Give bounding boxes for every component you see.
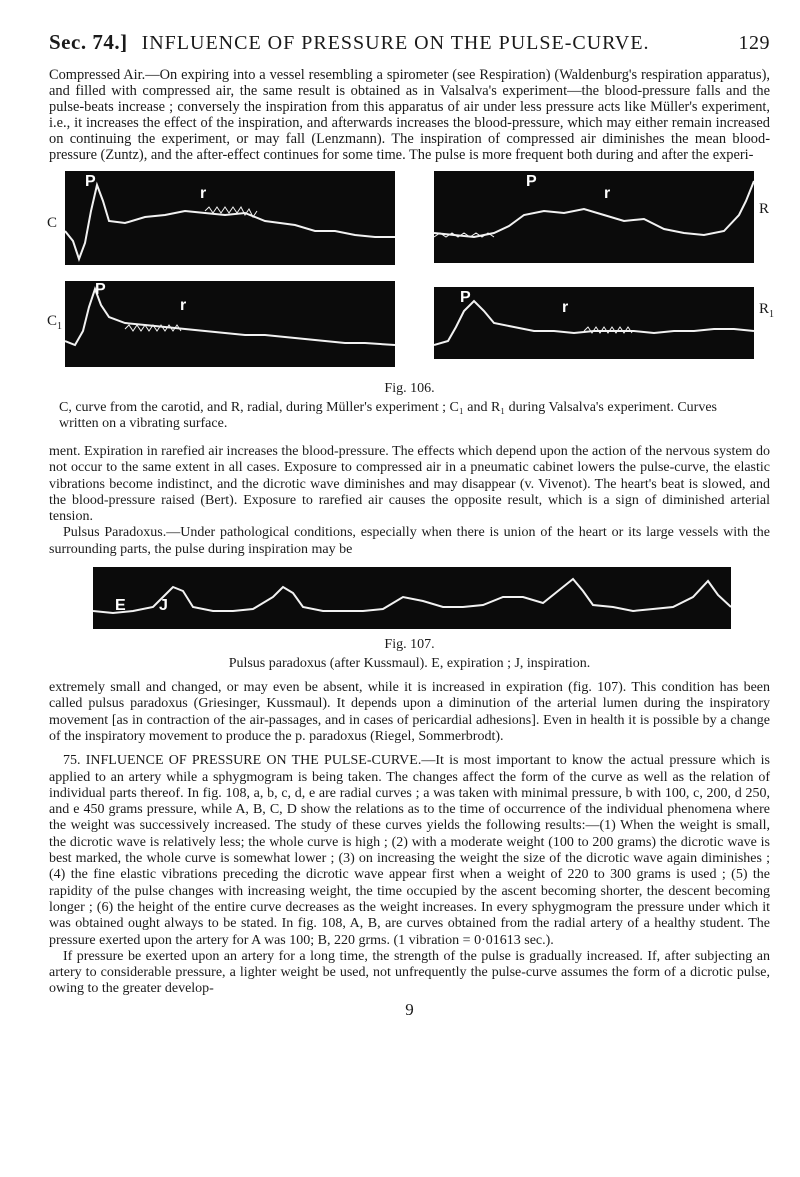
figure-106 <box>47 171 775 377</box>
figure-107 <box>49 567 770 633</box>
printer-signature: 9 <box>405 999 414 1019</box>
paragraph-compressed-air: Compressed Air.—On expiring into a vessel resembling a spirometer (see Respiration) (Waldenburg's respiration apparatus), and filled with compressed air, the same result is obtained as in Valsalva's experiment—the blood-pressure falls and the pulse-beats increase ; conversely the inspiration from this apparatus of air under less pressure acts like Müller's experiment, i.e., it increases the effect of the inspiration, and afterwards increases the blood-pressure, which may either remain increased on continuing the experiment, or may fall (Lenzmann). The inspiration of compressed air diminishes the mean blood-pressure (Zuntz), and the after-effect continues for some time. The pulse is more frequent both during and after the experi- <box>49 67 770 163</box>
paragraph-section-75: 75. INFLUENCE OF PRESSURE ON THE PULSE-CURVE.—It is most important to know the actual pressure which is applied to an artery while a sphygmogram is being taken. The changes affect the form of the curve as well as the relation of individual parts thereof. In fig. 108, a, b, c, d, e are radial curves ; a was taken with minimal pressure, b with 100, c, 200, d 250, and e 450 grams pressure, while A, B, C, D show the relations as to the time of occurrence of the individual phenomena where the weight was successively increased. The study of these curves yields the following results:—(1) When the weight is small, the dicrotic wave is relatively less; the whole curve is high ; (2) with a moderate weight (100 to 200 grams) the dicrotic wave is best marked, the whole curve is somewhat lower ; (3) on increasing the weight the size of the dicrotic wave again diminishes ; (4) the fine elastic vibrations preceding the dicrotic wave appear first when a weight of 220 to 300 grams is used ; (5) the rapidity of the pulse changes with increasing weight, the time occupied by the ascent becoming shorter, the descent becoming longer ; (6) the height of the entire curve decreases as the weight increases. In every sphygmogram the pressure under which it was obtained ought always to be stated. In fig. 108, A, B, are curves obtained from the radial artery of a healthy student. The pressure exerted upon the artery for A was 100; B, 220 grms. (1 vibration = 0·01613 sec.). <box>49 753 770 948</box>
trace-label-p: P <box>85 173 96 190</box>
figure-107-title: Fig. 107. <box>384 637 435 653</box>
label-r1-letter: R <box>759 301 770 317</box>
trace-label-r-radial: r <box>604 185 611 202</box>
figure-106-title: Fig. 106. <box>384 381 435 396</box>
label-r1-subscript: 1 <box>769 309 775 320</box>
label-r: R <box>759 201 770 217</box>
carotid-trace-mueller <box>65 171 395 265</box>
figure-107-caption: Pulsus paradoxus (after Kussmaul). E, expiration ; J, inspiration. <box>228 656 591 672</box>
trace-label-r: r <box>200 185 207 202</box>
pulsus-paradoxus-svg <box>93 567 731 629</box>
spacer <box>49 432 770 444</box>
paragraph-expiration: ment. Expiration in rarefied air increases the blood-pressure. The effects which depend upon the action of the nervous system do not occur to the same extent in all cases. Exposure to compressed air in a pneumatic cabinet lowers the pulse-curve, the elastic vibrations become indistinct, and the dicrotic wave diminishes and may disappear (v. Vivenot). The heart's beat is slowed, and the blood-pressure raised (Bert). Exposure to rarefied air causes the opposite result, which is a sign of diminished arterial tension. <box>49 444 770 525</box>
page-number: 129 <box>738 32 770 54</box>
label-c1-letter: C <box>47 313 58 329</box>
label-c1 <box>47 313 62 332</box>
label-r1 <box>759 301 774 320</box>
running-title: INFLUENCE OF PRESSURE ON THE PULSE-CURVE. <box>141 32 650 54</box>
running-head <box>49 30 770 55</box>
pulsus-paradoxus-trace <box>93 567 731 629</box>
radial-trace-mueller <box>434 171 754 263</box>
carotid-valsalva-svg <box>65 281 395 367</box>
radial-valsalva-svg <box>434 287 754 359</box>
radial-trace-valsalva <box>434 287 754 359</box>
paragraph-long-pressure: If pressure be exerted upon an artery for a long time, the strength of the pulse is gradually increased. If, after subjecting an artery to considerable pressure, a lighter weight be used, not unfrequently the pulse-curve assumes the form of a dicrotic pulse, owing to the greater develop- <box>49 948 770 997</box>
label-c: C <box>47 215 58 231</box>
paragraph-pulsus-description: extremely small and changed, or may even be absent, while it is increased in expiration (fig. 107). This condition has been called pulsus paradoxus (Griesinger, Kussmaul). It depends upon a diminution of the arterial lumen during the inspiratory movement [as in contraction of the air-passages, and in cases of pericardial adhesions]. Even in health it is possible by a change of the inspiratory movement to produce the p. paradoxus (Riegel, Sommerbrodt). <box>49 680 770 744</box>
trace-label-e: E <box>115 597 126 615</box>
section-number: Sec. 74.] <box>49 30 128 54</box>
carotid-curve-svg <box>65 171 395 265</box>
label-c1-subscript: 1 <box>57 321 63 332</box>
running-head-left <box>49 30 650 55</box>
carotid-trace-valsalva <box>65 281 395 367</box>
trace-label-r-r1: r <box>562 299 569 316</box>
trace-label-j: J <box>159 597 168 615</box>
trace-label-p-radial: P <box>526 173 537 190</box>
paragraph-pulsus-paradoxus: Pulsus Paradoxus.—Under pathological conditions, especially when there is union of the heart or its large vessels with the surrounding parts, the pulse during inspiration may be <box>49 525 770 557</box>
spacer-2 <box>49 672 770 680</box>
trace-label-p-r1: P <box>460 289 471 306</box>
radial-curve-svg <box>434 171 754 263</box>
spacer-3 <box>49 745 770 753</box>
trace-label-r-c1: r <box>180 297 187 314</box>
trace-label-p-c1: P <box>95 281 106 298</box>
figure-106-caption: C, curve from the carotid, and R, radial, during Müller's experiment ; C₁ and R₁ during Valsalva's experiment. Curves written on a vibrating surface. <box>59 400 718 431</box>
